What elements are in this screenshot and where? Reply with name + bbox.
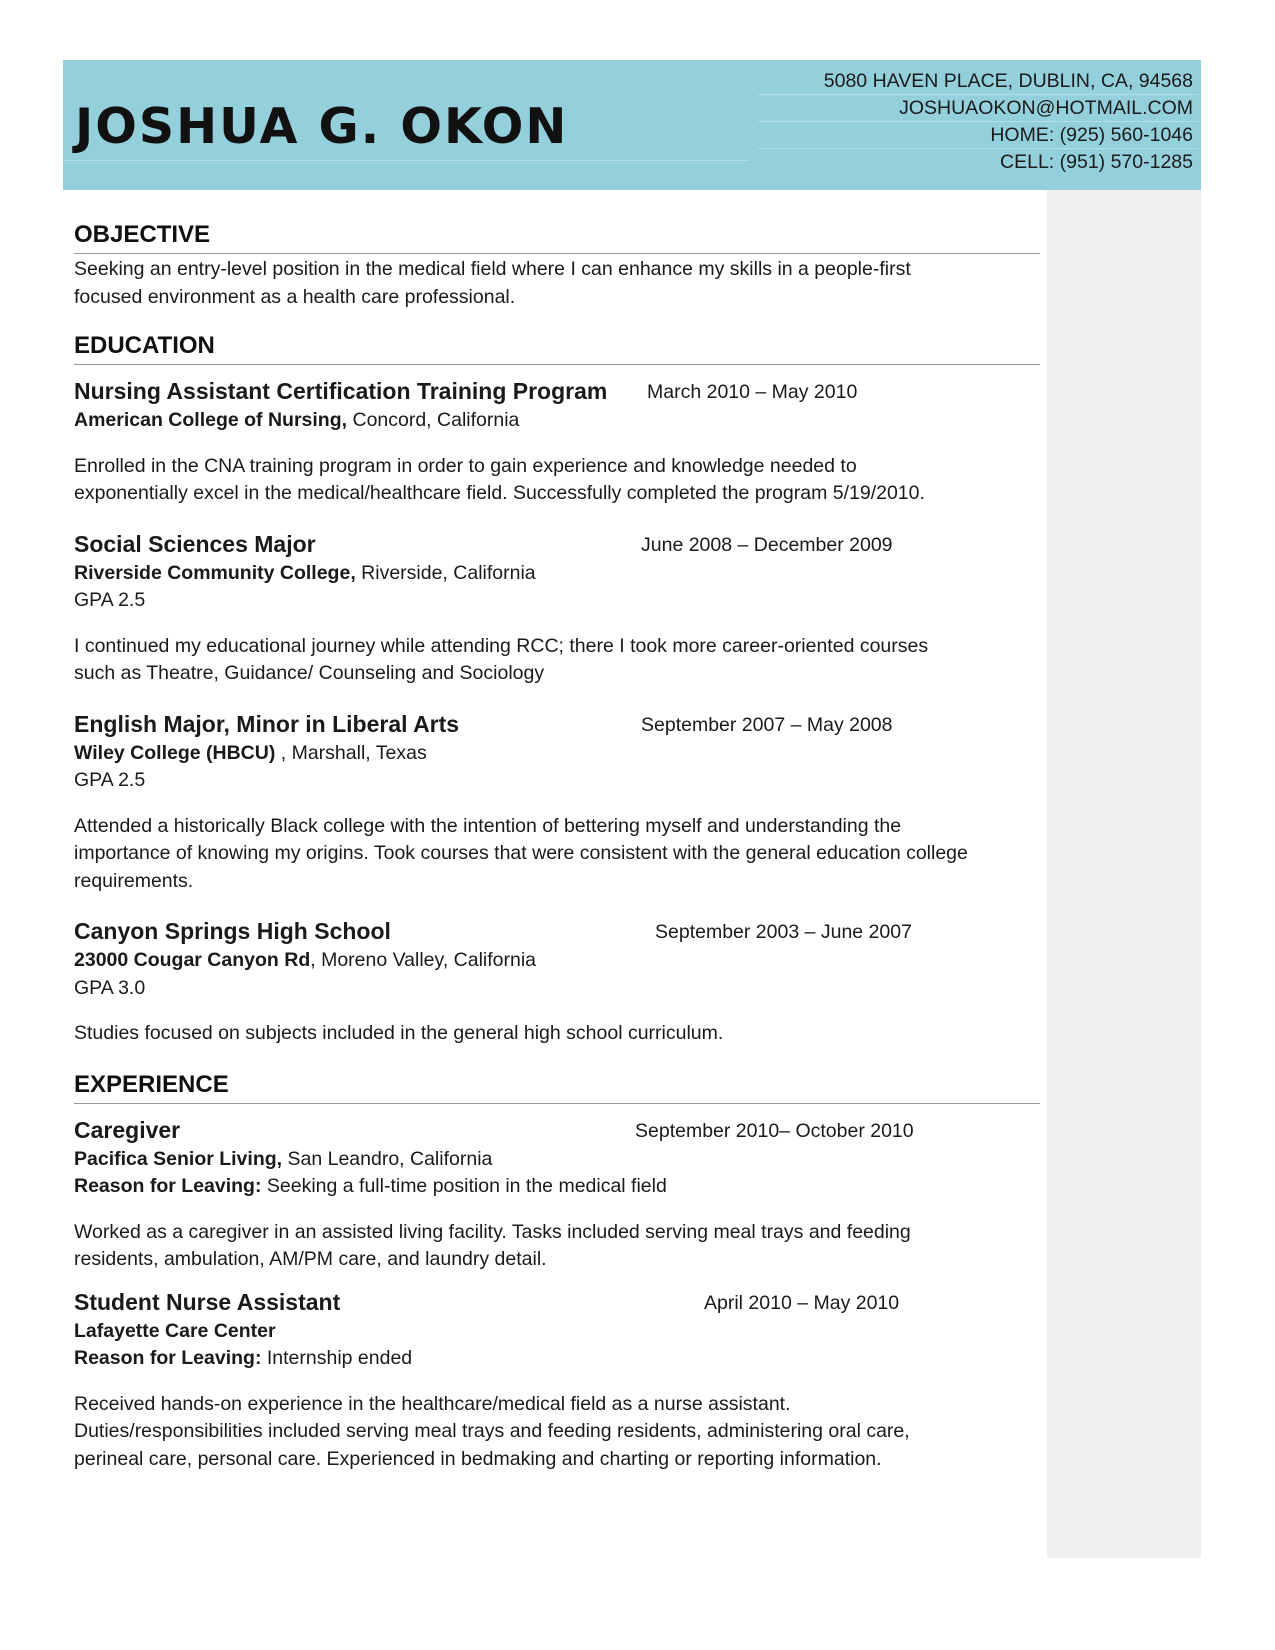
entry-title: Caregiver: [74, 1116, 181, 1143]
entry-description: Enrolled in the CNA training program in order to gain experience and knowledge needed to exponentially excel in the medical/healthcare field. Successfully completed the program 5/19/2010.: [74, 454, 925, 504]
entry-date: March 2010 – May 2010: [647, 381, 858, 403]
reason-label: Reason for Leaving:: [74, 1347, 262, 1369]
education-entry: [74, 915, 1040, 1048]
experience-entry: [74, 1286, 1040, 1474]
entry-date: September 2007 – May 2008: [641, 713, 893, 736]
section-title-education: EDUCATION: [74, 331, 1040, 365]
entry-org: Pacifica Senior Living,: [74, 1147, 283, 1170]
education-entry: [74, 708, 1040, 896]
name-row: [63, 60, 749, 161]
entry-org: Wiley College (HBCU): [74, 741, 276, 764]
contact-home-phone: HOME: (925) 560-1046: [758, 122, 1199, 149]
entry-date: September 2003 – June 2007: [655, 921, 912, 943]
education-entry: [74, 528, 1040, 688]
entry-title: Social Sciences Major: [74, 530, 316, 557]
entry-location: Concord, California: [347, 409, 520, 431]
entry-description: Received hands-on experience in the healthcare/medical field as a nurse assistant. Duties/responsibilities included serving meal trays and feeding residents, administering oral care, perineal care, personal care. Experienced in bedmaking and charting or reporting information.: [74, 1392, 910, 1470]
entry-description: I continued my educational journey while attending RCC; there I took more career-oriented courses such as Theatre, Guidance/ Counseling and Sociology: [74, 634, 929, 684]
entry-date: September 2010– October 2010: [635, 1119, 914, 1142]
reason-label: Reason for Leaving:: [74, 1175, 262, 1197]
header-banner: [63, 60, 1201, 190]
entry-location: , Marshall, Texas: [275, 741, 427, 764]
entry-title: English Major, Minor in Liberal Arts: [74, 710, 460, 737]
section-title-experience: EXPERIENCE: [74, 1070, 1040, 1104]
reason-text: Seeking a full-time position in the medical field: [261, 1175, 667, 1197]
experience-entry: [74, 1114, 1040, 1274]
contact-block: [758, 68, 1199, 176]
entry-gpa: GPA 3.0: [74, 976, 146, 999]
entry-org: 23000 Cougar Canyon Rd: [74, 949, 311, 971]
entry-description: Studies focused on subjects included in the general high school curriculum.: [74, 1022, 724, 1044]
contact-address: 5080 HAVEN PLACE, DUBLIN, CA, 94568: [758, 68, 1199, 95]
entry-description: Worked as a caregiver in an assisted living facility. Tasks included serving meal trays and feeding residents, ambulation, AM/PM care, and laundry detail.: [74, 1220, 911, 1270]
entry-location: , Moreno Valley, California: [310, 949, 537, 971]
contact-cell-phone: CELL: (951) 570-1285: [1000, 151, 1193, 173]
contact-email[interactable]: JOSHUAOKON@HOTMAIL.COM: [758, 95, 1199, 122]
entry-date: April 2010 – May 2010: [704, 1291, 900, 1314]
resume-body: [74, 220, 1040, 1473]
reason-text: Internship ended: [261, 1347, 413, 1369]
entry-date: June 2008 – December 2009: [641, 533, 893, 556]
applicant-name: JOSHUA G. OKON: [75, 98, 569, 155]
entry-location: San Leandro, California: [282, 1147, 493, 1170]
education-entry: [74, 375, 1040, 508]
entry-org: Riverside Community College,: [74, 561, 356, 584]
section-title-objective: OBJECTIVE: [74, 220, 1040, 254]
entry-title: Student Nurse Assistant: [74, 1288, 341, 1315]
entry-gpa: GPA 2.5: [74, 589, 146, 611]
entry-title: Nursing Assistant Certification Training Program: [74, 378, 608, 404]
entry-org: American College of Nursing,: [74, 409, 348, 431]
entry-description: Attended a historically Black college with the intention of bettering myself and understanding the importance of knowing my origins. Took courses that were consistent with the general education college requirements.: [74, 814, 968, 892]
entry-gpa: GPA 2.5: [74, 769, 146, 791]
entry-location: Riverside, California: [355, 561, 536, 584]
objective-text: Seeking an entry-level position in the medical field where I can enhance my skills in a people-first focused environment as a health care professional.: [74, 258, 911, 308]
side-panel: [1047, 190, 1201, 1558]
entry-title: Canyon Springs High School: [74, 918, 391, 944]
entry-org: Lafayette Care Center: [74, 1319, 276, 1342]
